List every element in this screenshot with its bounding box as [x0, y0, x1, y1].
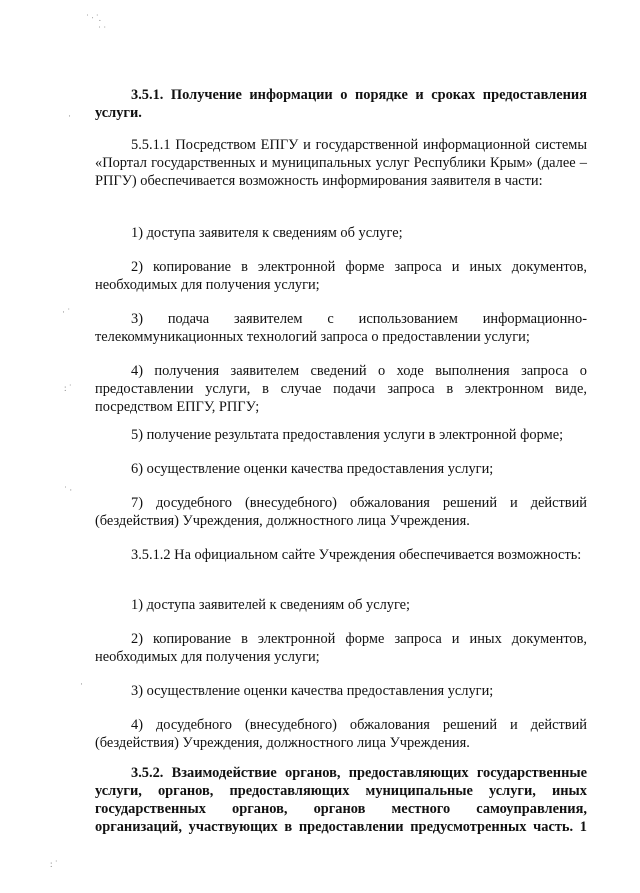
scan-artifact: · [68, 111, 71, 121]
scan-artifact: : ˙ [64, 383, 72, 393]
paragraph-5511: 5.5.1.1 Посредством ЕПГУ и государственной информационной системы «Портал государственных и муниципальных услуг Республики Крым» (далее – РПГУ) обеспечивается возможность информирования заявителя в части: [95, 137, 587, 189]
list-item: 6) осуществление оценки качества предоставления услуги; [131, 461, 494, 477]
section-heading-352: 3.5.2. Взаимодействие органов, предоставляющих государственные услуги, органов, предоставляющих муниципальные услуги, иных государственных органов, органов местного самоуправления, организаций, участвующих в предоставлении предусмотренных часть. 1 [95, 765, 587, 835]
list-item: 1) доступа заявителей к сведениям об услуге; [131, 597, 411, 613]
list-item: 3) осуществление оценки качества предоставления услуги; [131, 683, 494, 699]
scan-artifact: ˙ ˙ [98, 25, 107, 35]
scan-artifact: : ˙ [50, 859, 58, 869]
section-heading-351: 3.5.1. Получение информации о порядке и сроках предоставления услуги. [95, 87, 587, 121]
list-item: 5) получение результата предоставления услуги в электронной форме; [131, 427, 564, 443]
list-item: 7) досудебного (внесудебного) обжалования решений и действий (бездействия) Учреждения, должностного лица Учреждения. [95, 495, 587, 529]
list-item: 1) доступа заявителя к сведениям об услуге; [131, 225, 403, 241]
scan-artifact: · ˙ [62, 307, 71, 317]
list-item: 3) подача заявителем с использованием информационно-телекоммуникационных технологий запроса о предоставлении услуги; [95, 311, 587, 345]
scan-artifact: ˙ ᐧ ˙. [86, 13, 102, 23]
list-item: 2) копирование в электронной форме запроса и иных документов, необходимых для получения услуги; [95, 631, 587, 665]
list-item: 4) получения заявителем сведений о ходе выполнения запроса о предоставлении услуги, в случае подачи запроса в электронном виде, посредством ЕПГУ, РПГУ; [95, 363, 587, 415]
list-item: 4) досудебного (внесудебного) обжалования решений и действий (бездействия) Учреждения, должностного лица Учреждения. [95, 717, 587, 751]
scan-artifact: · [80, 679, 83, 689]
paragraph-3512: 3.5.1.2 На официальном сайте Учреждения обеспечивается возможность: [131, 547, 582, 563]
list-item: 2) копирование в электронной форме запроса и иных документов, необходимых для получения услуги; [95, 259, 587, 293]
scan-artifact: ˙ · [64, 485, 73, 495]
